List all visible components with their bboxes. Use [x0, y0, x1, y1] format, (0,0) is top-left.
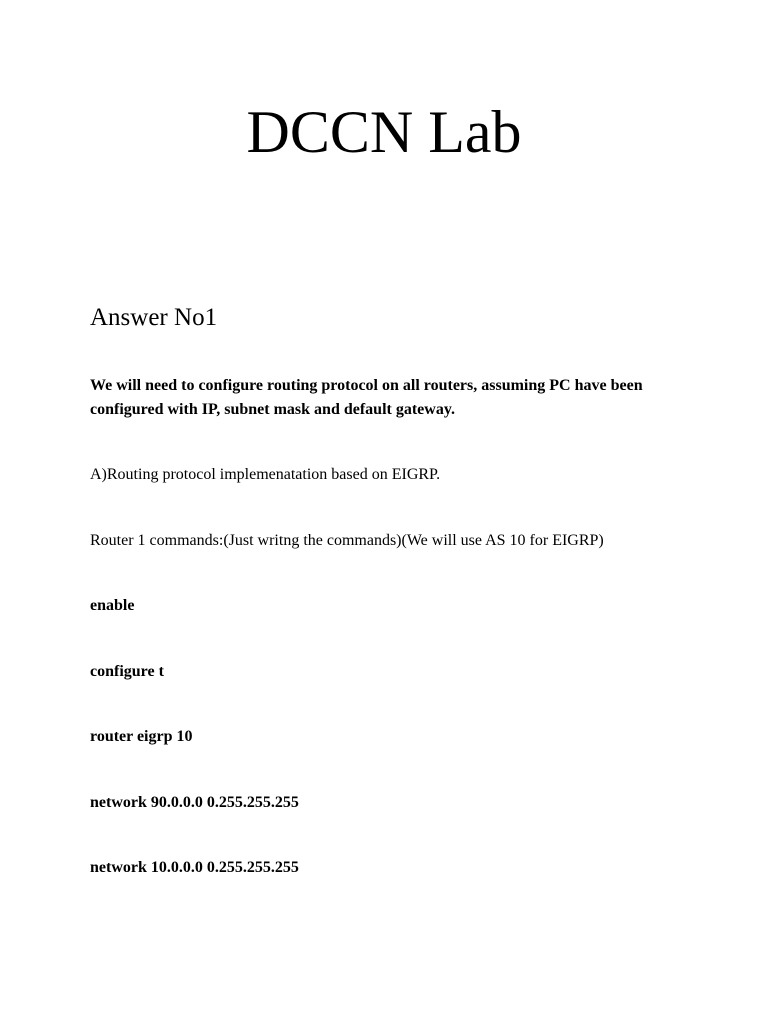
router1-label: Router 1 commands:(Just writng the commands)(We will use AS 10 for EIGRP) [90, 532, 604, 549]
command-line: enable [90, 597, 135, 614]
command-line: network 10.0.0.0 0.255.255.255 [90, 859, 299, 876]
command-line: network 90.0.0.0 0.255.255.255 [90, 794, 299, 811]
command-line: configure t [90, 663, 164, 680]
section-a-text: A)Routing protocol implemenatation based on EIGRP. [90, 466, 441, 483]
document-title: DCCN Lab [246, 99, 522, 165]
command-line: router eigrp 10 [90, 728, 193, 745]
answer-heading: Answer No1 [90, 304, 218, 331]
intro-line-2: configured with IP, subnet mask and default gateway. [90, 401, 455, 418]
intro-line-1: We will need to configure routing protocol on all routers, assuming PC have been [90, 377, 643, 394]
